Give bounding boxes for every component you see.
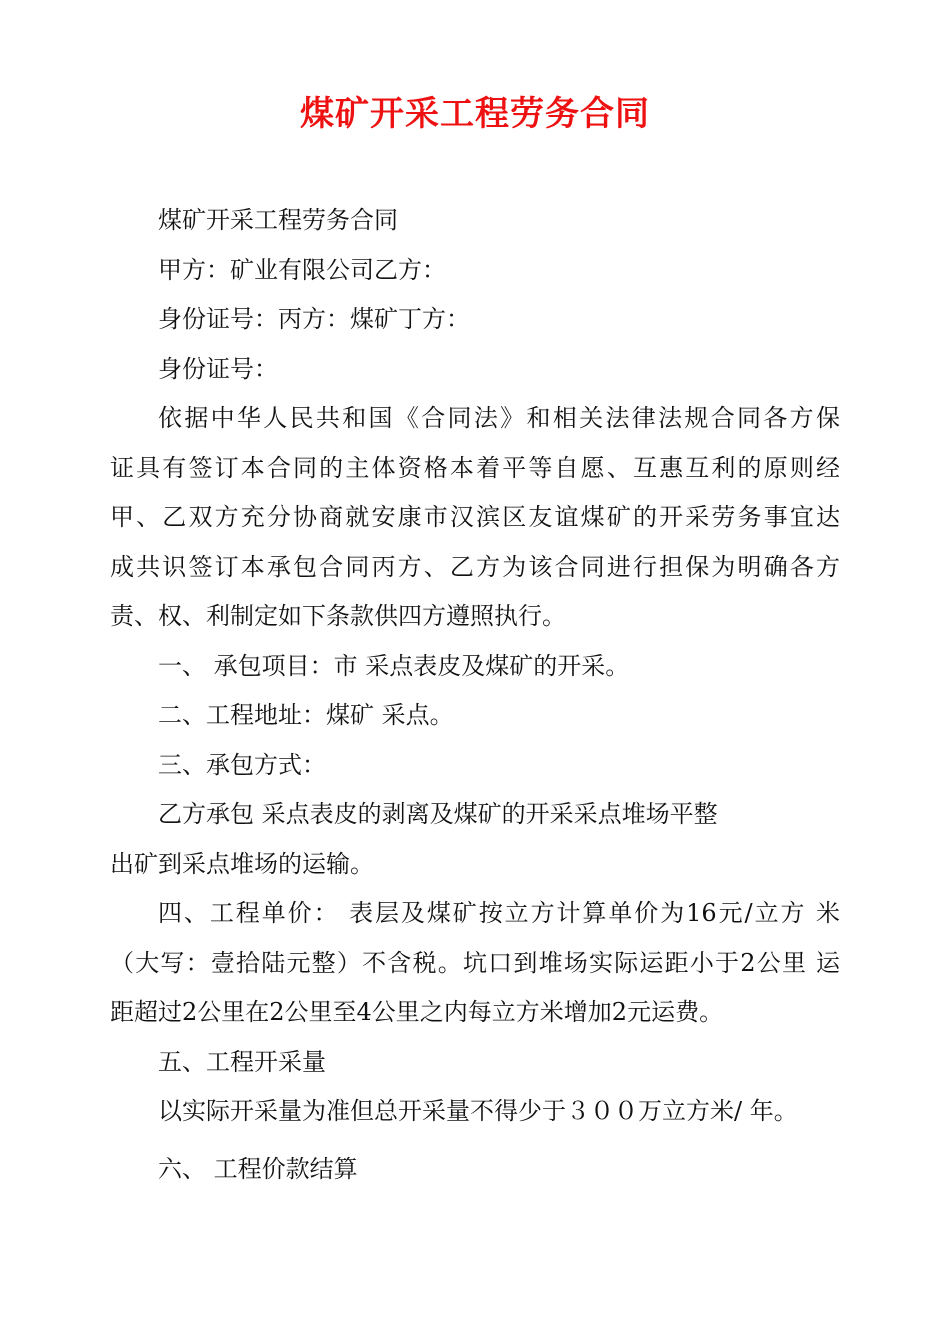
document-title: 煤矿开采工程劳务合同: [300, 94, 650, 134]
clause-6-heading: 六、 工程价款结算: [158, 1154, 358, 1183]
preamble-line-3: 甲、乙双方充分协商就安康市汉滨区友谊煤矿的开采劳务事宜达: [110, 503, 840, 531]
clause-4-line-1: 四、工程单价： 表层及煤矿按立方计算单价为16元/立方 米: [158, 899, 840, 927]
id-number-line: 身份证号：: [158, 354, 278, 383]
contract-name-line: 煤矿开采工程劳务合同: [158, 206, 398, 234]
clause-4-line-2: （大写：壹拾陆元整）不含税。坑口到堆场实际运距小于2公里 运: [110, 948, 840, 977]
preamble-line-5: 责、权、利制定如下条款供四方遵照执行。: [110, 602, 566, 630]
preamble-line-4: 成共识签订本承包合同丙方、乙方为该合同进行担保为明确各方: [110, 552, 840, 581]
document-body: [110, 196, 840, 1194]
clause-4-line-3: 距超过2公里在2公里至4公里之内每立方米增加2元运费。: [110, 998, 724, 1026]
clause-1-line: 一、 承包项目：市 采点表皮及煤矿的开采。: [158, 651, 630, 680]
clause-3-line-1: 乙方承包 采点表皮的剥离及煤矿的开采采点堆场平整: [158, 800, 718, 828]
party-a-line: 甲方：矿业有限公司乙方：: [158, 255, 446, 284]
clause-5-line: 以实际开采量为准但总开采量不得少于３００万立方米/ 年。: [158, 1097, 798, 1125]
clause-3-line-2: 出矿到采点堆场的运输。: [110, 849, 374, 878]
preamble-line-1: 依据中华人民共和国《合同法》和相关法律法规合同各方保: [158, 404, 840, 432]
clause-3-heading: 三、承包方式：: [158, 750, 326, 779]
preamble-line-2: 证具有签订本合同的主体资格本着平等自愿、互惠互利的原则经: [110, 453, 840, 482]
clause-2-line: 二、工程地址：煤矿 采点。: [158, 701, 454, 729]
party-c-line: 身份证号：丙方：煤矿丁方：: [158, 305, 470, 333]
clause-5-heading: 五、工程开采量: [158, 1047, 326, 1076]
